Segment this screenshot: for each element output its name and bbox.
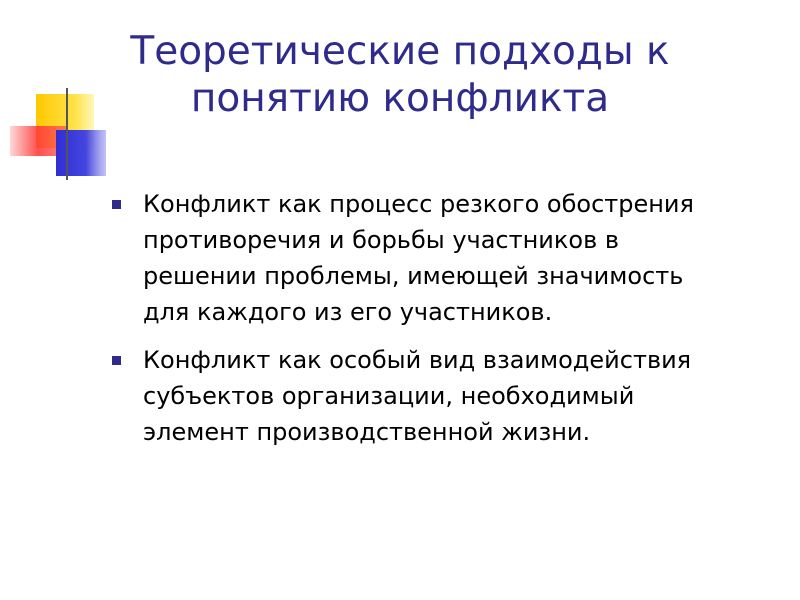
bullet-text-line: Конфликт как особый вид взаимодействия [143,346,692,374]
bullet-text-line: субъектов организации, необходимый [143,382,635,410]
bullet-text-line: Конфликт как процесс резкого обострения [143,190,694,218]
bullet-list [108,186,778,462]
slide-title-line: понятию конфликта [190,76,610,121]
bullet-text-line: элемент производственной жизни. [143,418,591,446]
square-bullet-icon [112,356,121,365]
bullet-text-line: для каждого из его участников. [143,298,553,326]
blue-square [56,130,106,176]
slide-title-line: Теоретические подходы к [130,29,670,74]
bullet-item [108,342,778,450]
slide-title [120,28,680,122]
bullet-text-line: решении проблемы, имеющей значимость [143,262,684,290]
bullet-text-line: противоречия и борьбы участников в [143,226,619,254]
square-bullet-icon [112,200,121,209]
bullet-item [108,186,778,330]
